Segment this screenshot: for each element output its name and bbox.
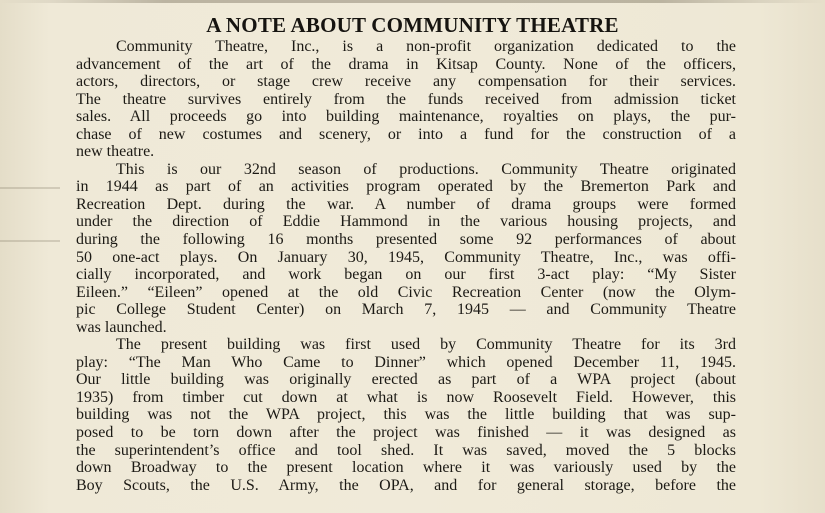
- text-line: down Broadway to the present location where it was variously used by the: [76, 459, 736, 477]
- text-line: the superintendent’s office and tool shed. It was saved, moved the 5 blocks: [76, 441, 736, 459]
- text-line: during the following 16 months presented some 92 performances of about: [76, 231, 736, 249]
- text-line: building was not the WPA project, this was the little building that was sup-: [76, 406, 736, 424]
- text-line: under the direction of Eddie Hammond in the various housing projects, and: [76, 213, 736, 231]
- text-line: was launched.: [76, 318, 167, 336]
- text-line: new theatre.: [76, 143, 155, 161]
- text-line: sales. All proceeds go into building maintenance, royalties on plays, the pur-: [76, 108, 736, 126]
- text-line: Eileen.” “Eileen” opened at the old Civic Recreation Center (now the Olym-: [76, 283, 736, 301]
- text-line: cially incorporated, and work began on our first 3-act play: “My Sister: [76, 266, 736, 284]
- text-line: Community Theatre, Inc., is a non-profit organization dedicated to the: [116, 38, 736, 55]
- text-line: pic College Student Center) on March 7, 1945 — and Community Theatre: [76, 301, 736, 319]
- edge-mark: [0, 187, 60, 189]
- text-line: This is our 32nd season of productions. Community Theatre originated: [116, 160, 736, 178]
- text-line: advancement of the art of the drama in Kitsap County. None of the officers,: [76, 55, 736, 73]
- text-line: The theatre survives entirely from the funds received from admission ticket: [76, 90, 736, 108]
- text-line: Recreation Dept. during the war. A number of drama groups were formed: [76, 195, 736, 213]
- paragraph-1: [76, 38, 736, 161]
- text-line: actors, directors, or stage crew receive any compensation for their services.: [76, 73, 736, 91]
- text-line: posed to be torn down after the project was finished — it was designed as: [76, 424, 736, 442]
- paragraph-3: [76, 336, 736, 494]
- text-line: play: “The Man Who Came to Dinner” which opened December 11, 1945.: [76, 353, 736, 371]
- text-line: in 1944 as part of an activities program operated by the Bremerton Park and: [76, 178, 736, 196]
- paragraph-2: [76, 161, 736, 336]
- text-line: chase of new costumes and scenery, or into a fund for the construction of a: [76, 125, 736, 143]
- edge-mark: [0, 240, 60, 242]
- text-line: Boy Scouts, the U.S. Army, the OPA, and for general storage, before the: [76, 476, 736, 494]
- text-line: Our little building was originally erected as part of a WPA project (about: [76, 371, 736, 389]
- text-line: 1935) from timber cut down at what is now Roosevelt Field. However, this: [76, 388, 736, 406]
- top-rule-divider: [0, 0, 825, 3]
- page-title: A NOTE ABOUT COMMUNITY THEATRE: [206, 13, 619, 37]
- text-line: The present building was first used by Community Theatre for its 3rd: [116, 336, 736, 354]
- article-body: [76, 38, 736, 494]
- text-line: 50 one-act plays. On January 30, 1945, Community Theatre, Inc., was offi-: [76, 248, 736, 266]
